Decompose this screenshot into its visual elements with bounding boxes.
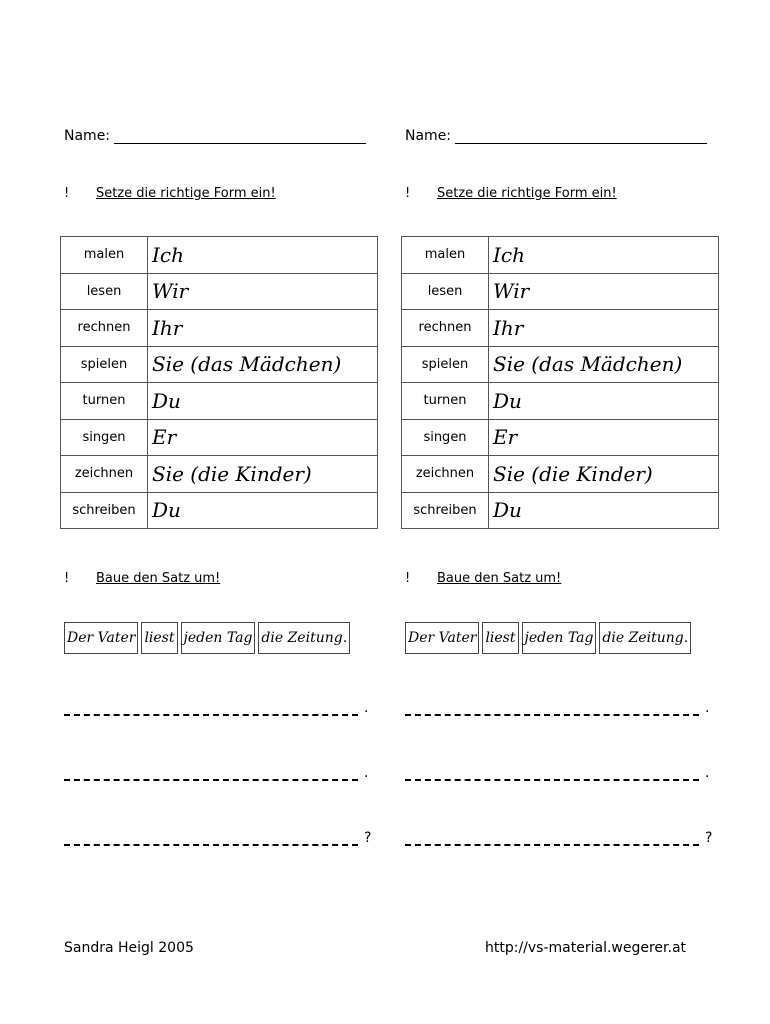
verb-cell: schreiben (402, 492, 489, 529)
word-card[interactable]: Der Vater (405, 622, 479, 654)
verb-cell: rechnen (402, 310, 489, 347)
subject-cell[interactable]: Du (489, 383, 719, 420)
subject-cell[interactable]: Sie (das Mädchen) (489, 346, 719, 383)
answer-punctuation: . (364, 765, 369, 781)
subject-cell[interactable]: Du (148, 383, 378, 420)
name-input-line[interactable] (114, 129, 366, 144)
subject-cell[interactable]: Sie (das Mädchen) (148, 346, 378, 383)
table-row (402, 456, 719, 493)
verb-cell: schreiben (61, 492, 148, 529)
answer-line[interactable] (64, 830, 371, 846)
subject-cell[interactable]: Wir (148, 273, 378, 310)
exclamation-mark: ! (405, 186, 411, 201)
exclamation-mark: ! (64, 571, 70, 586)
dashed-line (64, 769, 358, 781)
task-title: Setze die richtige Form ein! (96, 186, 276, 201)
dashed-line (405, 704, 699, 716)
answer-punctuation: . (705, 765, 710, 781)
task-title: Baue den Satz um! (437, 571, 562, 586)
subject-cell[interactable]: Wir (489, 273, 719, 310)
verb-cell: turnen (61, 383, 148, 420)
verb-table (60, 236, 378, 529)
footer-url[interactable]: http://vs-material.wegerer.at (485, 940, 687, 956)
word-card[interactable]: Der Vater (64, 622, 138, 654)
sentence-word-cards (64, 622, 350, 654)
verb-cell: malen (402, 237, 489, 274)
table-row (402, 419, 719, 456)
answer-line[interactable] (405, 700, 709, 716)
verb-table (401, 236, 719, 529)
subject-cell[interactable]: Ihr (148, 310, 378, 347)
verb-cell: lesen (61, 273, 148, 310)
answer-line[interactable] (405, 830, 712, 846)
table-row (402, 346, 719, 383)
answer-punctuation: . (705, 700, 710, 716)
subject-cell[interactable]: Sie (die Kinder) (148, 456, 378, 493)
name-row (64, 128, 366, 144)
verb-cell: lesen (402, 273, 489, 310)
answer-line[interactable] (405, 765, 709, 781)
exclamation-mark: ! (405, 571, 411, 586)
task-instruction-1 (405, 186, 617, 201)
subject-cell[interactable]: Sie (die Kinder) (489, 456, 719, 493)
table-row (61, 492, 378, 529)
table-row (61, 346, 378, 383)
dashed-line (64, 704, 358, 716)
verb-cell: spielen (402, 346, 489, 383)
subject-cell[interactable]: Er (489, 419, 719, 456)
verb-cell: singen (61, 419, 148, 456)
verb-cell: zeichnen (61, 456, 148, 493)
word-card[interactable]: jeden Tag (522, 622, 597, 654)
subject-cell[interactable]: Er (148, 419, 378, 456)
sentence-word-cards (405, 622, 691, 654)
task-instruction-2 (405, 571, 561, 586)
word-card[interactable]: liest (141, 622, 177, 654)
name-label: Name: (64, 128, 111, 144)
answer-line[interactable] (64, 765, 368, 781)
answer-line[interactable] (64, 700, 368, 716)
table-row (402, 237, 719, 274)
dashed-line (405, 769, 699, 781)
exclamation-mark: ! (64, 186, 70, 201)
answer-punctuation: ? (705, 830, 713, 846)
name-input-line[interactable] (455, 129, 707, 144)
dashed-line (405, 834, 699, 846)
dashed-line (64, 834, 358, 846)
verb-cell: turnen (402, 383, 489, 420)
word-card[interactable]: die Zeitung. (599, 622, 691, 654)
word-card[interactable]: jeden Tag (181, 622, 256, 654)
task-instruction-2 (64, 571, 220, 586)
table-row (61, 237, 378, 274)
table-row (402, 492, 719, 529)
table-row (61, 310, 378, 347)
word-card[interactable]: liest (482, 622, 518, 654)
subject-cell[interactable]: Du (489, 492, 719, 529)
table-row (61, 419, 378, 456)
name-row (405, 128, 707, 144)
name-label: Name: (405, 128, 452, 144)
table-row (402, 383, 719, 420)
task-instruction-1 (64, 186, 276, 201)
task-title: Setze die richtige Form ein! (437, 186, 617, 201)
footer-author: Sandra Heigl 2005 (64, 940, 194, 956)
answer-punctuation: ? (364, 830, 372, 846)
verb-cell: spielen (61, 346, 148, 383)
subject-cell[interactable]: Ich (489, 237, 719, 274)
verb-cell: singen (402, 419, 489, 456)
table-row (61, 383, 378, 420)
subject-cell[interactable]: Du (148, 492, 378, 529)
verb-cell: malen (61, 237, 148, 274)
table-row (402, 273, 719, 310)
task-title: Baue den Satz um! (96, 571, 221, 586)
subject-cell[interactable]: Ich (148, 237, 378, 274)
table-row (61, 456, 378, 493)
verb-cell: zeichnen (402, 456, 489, 493)
table-row (61, 273, 378, 310)
answer-punctuation: . (364, 700, 369, 716)
verb-cell: rechnen (61, 310, 148, 347)
table-row (402, 310, 719, 347)
word-card[interactable]: die Zeitung. (258, 622, 350, 654)
subject-cell[interactable]: Ihr (489, 310, 719, 347)
